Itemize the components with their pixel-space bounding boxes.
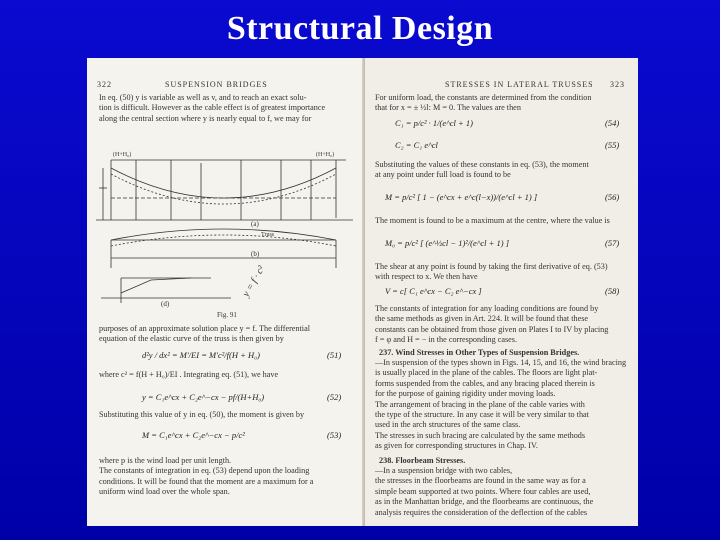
equation-56-number: (56) bbox=[605, 192, 620, 202]
left-closing-line: where p is the wind load per unit length. bbox=[99, 456, 232, 465]
right-running-head: STRESSES IN LATERAL TRUSSES bbox=[445, 80, 594, 89]
right-line: The moment is found to be a maximum at the centre, where the value is bbox=[375, 216, 610, 225]
cable-truss-figure bbox=[91, 128, 361, 308]
left-body-line: purposes of an approximate solution place y = f. The differential bbox=[99, 324, 310, 333]
right-mid1-text bbox=[375, 160, 589, 181]
right-line: —In suspension of the types shown in Figs. 14, 15, and 16, the wind bracing bbox=[375, 358, 627, 367]
equation-55-number: (55) bbox=[605, 140, 620, 150]
section-237-text bbox=[375, 358, 626, 452]
left-intro-line: In eq. (50) y is variable as well as v, and to reach an exact solu- bbox=[99, 93, 307, 102]
slide-title: Structural Design bbox=[226, 10, 494, 47]
equation-53-body: M = C₁e^cx + C₂e^−cx − p/c² bbox=[142, 430, 245, 440]
equation-52 bbox=[142, 392, 264, 402]
equation-53-number bbox=[327, 430, 341, 440]
left-intro-line: along the central section where y is nearly equal to f, we may for bbox=[99, 113, 312, 123]
right-line: constants can be obtained from those given on Plates I to IV by placing bbox=[375, 324, 609, 334]
equation-58-number: (58) bbox=[605, 286, 620, 296]
handwritten-note: y = f · c² bbox=[240, 264, 268, 299]
left-body-line: equation of the elastic curve of the truss is then given by bbox=[99, 334, 284, 344]
right-line: as in the Manhattan bridge, and the floorbeams are continuous, the bbox=[375, 497, 594, 507]
section-238-text bbox=[375, 466, 593, 518]
right-line: the type of the structure. In any case it will be very similar to that bbox=[375, 410, 589, 420]
left-running-head: SUSPENSION BRIDGES bbox=[165, 80, 268, 89]
equation-51-number bbox=[327, 350, 341, 360]
equation-51-body: d²y / dx² = M′/EI = M′c²/f(H + H₀) bbox=[142, 350, 260, 360]
right-page bbox=[365, 58, 638, 526]
right-line: The stresses in such bracing are calculated by the same methods bbox=[375, 430, 586, 440]
right-line: the same methods as given in Art. 224. It will be found that these bbox=[375, 314, 589, 324]
equation-54-number: (54) bbox=[605, 118, 620, 128]
right-line: The arrangement of bracing in the plane of the cable varies with bbox=[375, 399, 585, 409]
right-line: f = φ and H = − in the corresponding cases. bbox=[375, 335, 518, 345]
fig-load-right: (H+H₀) bbox=[316, 152, 335, 158]
equation-53 bbox=[142, 430, 245, 440]
right-page-number: 323 bbox=[610, 80, 625, 89]
right-line: for the purpose of gaining rigidity under moving loads. bbox=[375, 389, 556, 399]
right-line: The constants of integration for any loading conditions are found by bbox=[375, 304, 599, 313]
left-closing-line: The constants of integration in eq. (53) depend upon the loading bbox=[99, 466, 310, 476]
section-237-heading: 237. Wind Stresses in Other Types of Suspension Bridges. bbox=[379, 348, 580, 357]
right-mid4-text bbox=[375, 304, 608, 346]
left-closing-text bbox=[99, 456, 313, 498]
right-top-text bbox=[375, 93, 591, 114]
equation-57-number: (57) bbox=[605, 238, 620, 248]
right-line: simple beam supported at two points. Where four cables are used, bbox=[375, 486, 591, 496]
eq-number: (51) bbox=[327, 350, 342, 360]
right-line: analysis requires the consideration of the deflection of the cables bbox=[375, 507, 588, 517]
right-line: as given for corresponding structures in Chap. IV. bbox=[375, 441, 538, 451]
fig-label-a: (a) bbox=[251, 220, 259, 228]
right-line: the stresses in the floorbeams are found in the same way as for a bbox=[375, 476, 586, 486]
right-line: that for x = ± ½l: M = 0. The values are then bbox=[375, 103, 521, 113]
equation-52-body: y = C₁e^cx + C₂e^−cx − pf/(H+H₀) bbox=[142, 392, 265, 402]
where-line: where c² = f(H + H₀)/EI . Integrating eq. (51), we have bbox=[99, 370, 279, 379]
subst-line: Substituting this value of y in eq. (50), the moment is given by bbox=[99, 410, 305, 419]
left-page-number: 322 bbox=[97, 80, 112, 89]
equation-52-number bbox=[327, 392, 341, 402]
left-closing-line: uniform wind load over the whole span. bbox=[99, 487, 230, 497]
fig-truss-label: Truss bbox=[261, 232, 275, 238]
right-line: Substituting the values of these constants in eq. (53), the moment bbox=[375, 160, 589, 169]
fig-load-left: (H+H₀) bbox=[113, 152, 132, 158]
eq-number: (52) bbox=[327, 392, 342, 402]
right-line: at any point under full load is found to be bbox=[375, 170, 511, 180]
equation-51 bbox=[142, 350, 260, 360]
left-page bbox=[87, 58, 365, 526]
right-line: used in the arch structures of the same class. bbox=[375, 420, 521, 430]
equation-55: C₂ = C₁ e^cl bbox=[395, 140, 438, 150]
fig-label-d: (d) bbox=[161, 300, 170, 308]
right-mid3-text bbox=[375, 262, 608, 283]
left-intro-text bbox=[99, 93, 325, 124]
right-line: with respect to x. We then have bbox=[375, 272, 478, 282]
left-body-text bbox=[99, 324, 310, 345]
section-238-heading: 238. Floorbeam Stresses. bbox=[379, 456, 466, 465]
scanned-book-spread bbox=[87, 58, 638, 526]
fig-label-b: (b) bbox=[251, 250, 260, 258]
right-line: forms suspended from the cables, and any bracing placed therein is bbox=[375, 378, 595, 388]
right-line: is usually placed in the plane of the cables. The floors are light plat- bbox=[375, 368, 598, 378]
eq-number: (53) bbox=[327, 430, 342, 440]
left-intro-line: tion is difficult. However as the cable effect is of greatest importance bbox=[99, 103, 326, 113]
left-closing-line: conditions. It will be found that the moment are a maximum for a bbox=[99, 476, 314, 486]
figure-caption: Fig. 91 bbox=[217, 311, 237, 319]
right-line: For uniform load, the constants are determined from the condition bbox=[375, 93, 592, 102]
equation-58: V = c[ C₁ e^cx − C₂ e^−cx ] bbox=[385, 286, 482, 296]
equation-57: M₀ = p/c² [ (e^½cl − 1)²/(e^cl + 1) ] bbox=[385, 238, 510, 248]
right-line: The shear at any point is found by taking the first derivative of eq. (53) bbox=[375, 262, 608, 271]
right-mid2-text bbox=[375, 216, 610, 226]
right-line: —In a suspension bridge with two cables, bbox=[375, 466, 513, 475]
equation-54: C₁ = p/c² · 1/(e^cl + 1) bbox=[395, 118, 473, 128]
equation-56: M = p/c² [ 1 − (e^cx + e^c(l−x))/(e^cl + 1) ] bbox=[385, 192, 538, 202]
